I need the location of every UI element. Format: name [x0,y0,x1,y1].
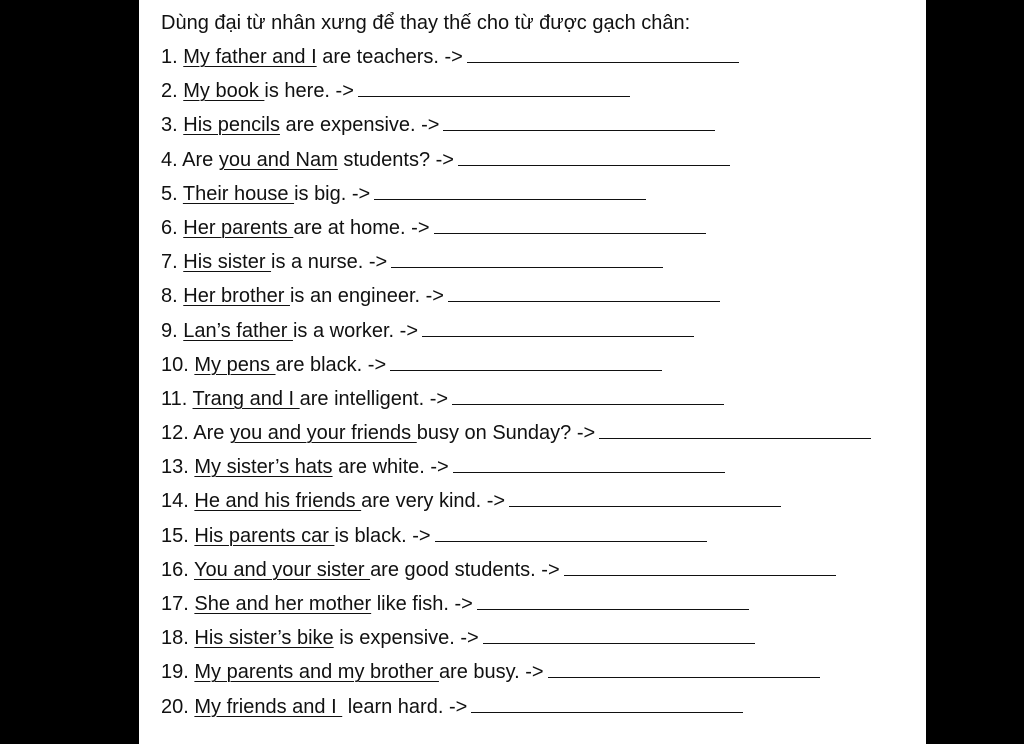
item-number: 9. [161,319,178,342]
item-number: 16. [161,558,189,581]
answer-blank[interactable] [358,80,630,97]
answer-blank[interactable] [391,251,663,268]
item-text-after: learn hard. -> [342,695,468,718]
exercise-item [161,77,871,111]
answer-blank[interactable] [422,320,694,337]
underlined-phrase: you and Nam [218,148,338,171]
exercise-item [161,214,871,248]
item-number: 3. [161,114,178,137]
underlined-phrase: Their house [182,182,295,205]
worksheet-page [139,0,926,744]
answer-blank[interactable] [390,354,662,371]
answer-blank[interactable] [548,661,820,678]
answer-blank[interactable] [564,559,836,576]
exercise-list [161,43,871,727]
answer-blank[interactable] [453,456,725,473]
exercise-item [161,146,871,180]
answer-blank[interactable] [435,525,707,542]
item-number: 15. [161,524,189,547]
item-number: 2. [161,80,178,103]
exercise-item [161,556,871,590]
exercise-item [161,624,871,658]
item-text-before: Are [193,422,230,445]
item-number: 11. [161,387,188,410]
exercise-item [161,590,871,624]
answer-blank[interactable] [443,114,715,131]
answer-blank[interactable] [458,149,730,166]
item-text-after: is a nurse. -> [271,251,388,274]
item-text-after: is a worker. -> [292,319,419,342]
exercise-item [161,43,871,77]
item-text-after: is an engineer. -> [289,285,444,308]
exercise-item [161,385,871,419]
underlined-phrase: My father and I [183,46,317,68]
underlined-phrase: My pens [194,353,276,376]
item-number: 8. [161,285,178,308]
item-text-after: are teachers. -> [316,46,463,68]
answer-blank[interactable] [448,285,720,302]
item-text-before: Are [182,148,219,171]
exercise-item [161,351,871,385]
item-text-after: are busy. -> [438,661,544,684]
underlined-phrase: you and your friends [229,422,417,445]
item-text-after: like fish. -> [371,593,473,615]
item-number: 14. [161,490,189,513]
underlined-phrase: My sister’s hats [194,456,333,479]
item-number: 10. [161,353,189,376]
underlined-phrase: His sister’s bike [194,627,334,650]
answer-blank[interactable] [509,490,781,507]
exercise-item [161,180,871,214]
item-text-after: is black. -> [334,524,431,547]
answer-blank[interactable] [452,388,724,405]
item-number: 5. [161,182,178,205]
exercise-item [161,693,871,727]
exercise-item [161,419,871,453]
exercise-item [161,317,871,351]
item-text-after: are black. -> [275,353,387,376]
item-text-after: are white. -> [332,456,449,479]
item-text-after: students? -> [337,148,454,171]
answer-blank[interactable] [434,217,706,234]
answer-blank[interactable] [467,46,739,63]
underlined-phrase: My parents and my brother [194,661,439,684]
underlined-phrase: He and his friends [194,490,362,513]
exercise-item [161,487,871,521]
item-text-after: are expensive. -> [279,114,440,137]
item-number: 20. [161,695,189,718]
worksheet-title: Dùng đại từ nhân xưng để thay thế cho từ được gạch chân: [161,12,691,34]
underlined-phrase: You and your sister [194,558,371,581]
exercise-item [161,111,871,145]
underlined-phrase: His parents car [194,524,335,547]
answer-blank[interactable] [483,627,755,644]
exercise-item [161,248,871,282]
item-text-after: is here. -> [264,80,354,103]
item-text-after: is big. -> [294,182,371,205]
underlined-phrase: Her brother [183,285,290,308]
exercise-item [161,282,871,316]
answer-blank[interactable] [477,593,749,610]
item-number: 6. [161,216,178,239]
underlined-phrase: My friends and I [194,695,343,718]
item-text-after: are good students. -> [370,558,560,581]
item-number: 13. [161,456,189,479]
answer-blank[interactable] [374,183,646,200]
item-number: 19. [161,661,189,684]
underlined-phrase: My book [183,80,265,103]
underlined-phrase: Trang and I [192,387,300,410]
underlined-phrase: His pencils [183,114,280,137]
item-number: 12. [161,422,189,445]
underlined-phrase: His sister [183,251,272,274]
underlined-phrase: Lan’s father [183,319,293,342]
item-number: 17. [161,593,189,615]
item-text-after: are at home. -> [293,216,430,239]
item-text-after: are intelligent. -> [299,387,449,410]
answer-blank[interactable] [599,422,871,439]
exercise-item [161,453,871,487]
item-text-after: busy on Sunday? -> [416,422,596,445]
item-text-after: are very kind. -> [361,490,506,513]
answer-blank[interactable] [471,696,743,713]
item-number: 7. [161,251,178,274]
item-text-after: is expensive. -> [333,627,479,650]
item-number: 1. [161,46,178,68]
item-number: 4. [161,148,178,171]
underlined-phrase: She and her mother [194,593,372,615]
underlined-phrase: Her parents [183,216,294,239]
exercise-item [161,658,871,692]
item-number: 18. [161,627,189,650]
exercise-item [161,522,871,556]
